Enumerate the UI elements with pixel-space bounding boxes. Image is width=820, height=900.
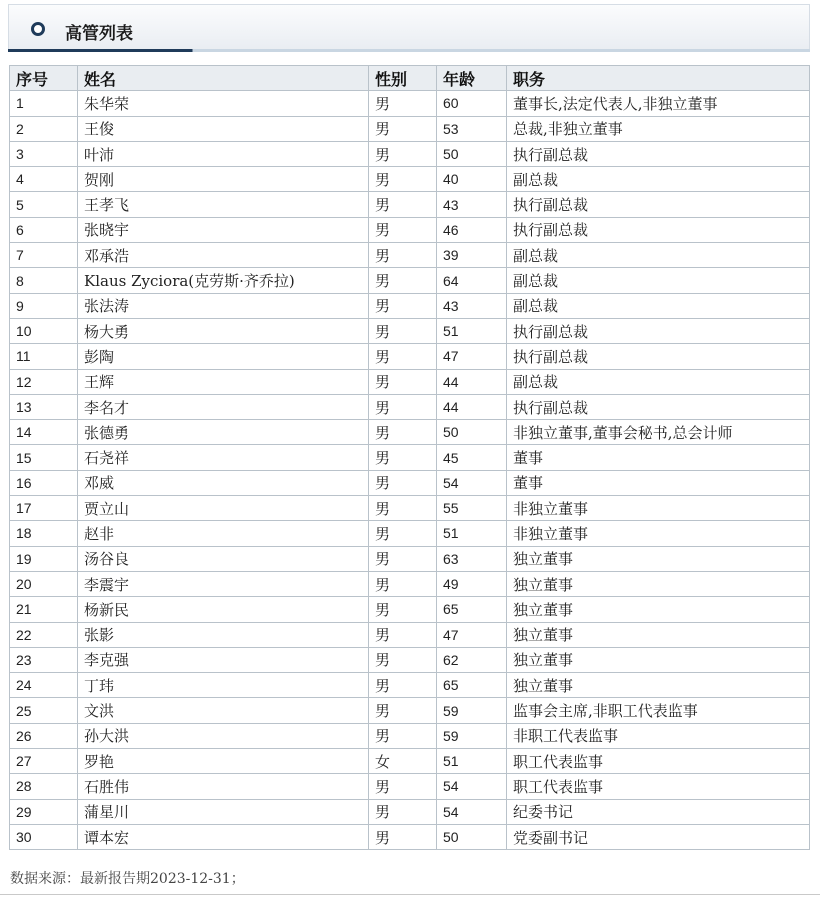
cell-name: 张影	[78, 622, 369, 647]
table-row	[10, 546, 810, 571]
cell-gender: 男	[369, 91, 437, 116]
panel-title: 高管列表	[65, 24, 133, 44]
cell-position: 执行副总裁	[507, 344, 810, 369]
cell-age: 44	[437, 394, 507, 419]
table-row	[10, 167, 810, 192]
table-row	[10, 344, 810, 369]
cell-position: 执行副总裁	[507, 192, 810, 217]
cell-position: 副总裁	[507, 268, 810, 293]
cell-age: 45	[437, 445, 507, 470]
cell-index: 19	[10, 546, 78, 571]
footer-divider	[0, 894, 820, 895]
cell-name: 贺刚	[78, 167, 369, 192]
cell-name: 杨大勇	[78, 318, 369, 343]
cell-age: 46	[437, 217, 507, 242]
cell-index: 25	[10, 698, 78, 723]
cell-gender: 男	[369, 243, 437, 268]
cell-position: 非职工代表监事	[507, 723, 810, 748]
cell-position: 执行副总裁	[507, 217, 810, 242]
table-row	[10, 470, 810, 495]
cell-age: 51	[437, 749, 507, 774]
cell-gender: 男	[369, 673, 437, 698]
cell-age: 49	[437, 571, 507, 596]
cell-position: 执行副总裁	[507, 141, 810, 166]
table-row	[10, 394, 810, 419]
cell-name: 汤谷良	[78, 546, 369, 571]
cell-index: 11	[10, 344, 78, 369]
cell-position: 执行副总裁	[507, 318, 810, 343]
cell-age: 54	[437, 470, 507, 495]
table-row	[10, 571, 810, 596]
cell-gender: 男	[369, 318, 437, 343]
cell-age: 47	[437, 344, 507, 369]
cell-index: 15	[10, 445, 78, 470]
cell-gender: 男	[369, 470, 437, 495]
cell-position: 监事会主席,非职工代表监事	[507, 698, 810, 723]
cell-index: 23	[10, 647, 78, 672]
table-row	[10, 774, 810, 799]
table-row	[10, 116, 810, 141]
cell-age: 63	[437, 546, 507, 571]
cell-age: 43	[437, 293, 507, 318]
cell-position: 职工代表监事	[507, 749, 810, 774]
table-row	[10, 647, 810, 672]
cell-name: 王辉	[78, 369, 369, 394]
cell-position: 总裁,非独立董事	[507, 116, 810, 141]
cell-position: 职工代表监事	[507, 774, 810, 799]
cell-age: 50	[437, 141, 507, 166]
cell-gender: 男	[369, 799, 437, 824]
table-row	[10, 243, 810, 268]
cell-gender: 男	[369, 268, 437, 293]
cell-index: 21	[10, 597, 78, 622]
cell-age: 44	[437, 369, 507, 394]
cell-position: 董事	[507, 470, 810, 495]
cell-index: 9	[10, 293, 78, 318]
cell-index: 20	[10, 571, 78, 596]
data-source-note: 数据来源：最新报告期2023-12-31；	[10, 871, 245, 887]
cell-age: 50	[437, 824, 507, 849]
cell-index: 28	[10, 774, 78, 799]
cell-gender: 男	[369, 698, 437, 723]
cell-position: 党委副书记	[507, 824, 810, 849]
cell-name: 谭本宏	[78, 824, 369, 849]
table-row	[10, 91, 810, 116]
cell-gender: 男	[369, 546, 437, 571]
cell-index: 30	[10, 824, 78, 849]
table-row	[10, 622, 810, 647]
cell-index: 10	[10, 318, 78, 343]
cell-position: 董事长,法定代表人,非独立董事	[507, 91, 810, 116]
cell-age: 47	[437, 622, 507, 647]
table-row	[10, 217, 810, 242]
cell-gender: 男	[369, 217, 437, 242]
cell-name: 丁玮	[78, 673, 369, 698]
header-position: 职务	[507, 66, 810, 91]
cell-gender: 男	[369, 344, 437, 369]
cell-index: 5	[10, 192, 78, 217]
cell-name: 彭陶	[78, 344, 369, 369]
cell-index: 2	[10, 116, 78, 141]
cell-gender: 男	[369, 597, 437, 622]
table-row	[10, 824, 810, 849]
cell-age: 62	[437, 647, 507, 672]
cell-position: 独立董事	[507, 571, 810, 596]
table-row	[10, 268, 810, 293]
cell-age: 60	[437, 91, 507, 116]
cell-gender: 女	[369, 749, 437, 774]
cell-position: 非独立董事	[507, 521, 810, 546]
cell-name: 李克强	[78, 647, 369, 672]
cell-position: 非独立董事,董事会秘书,总会计师	[507, 420, 810, 445]
cell-gender: 男	[369, 394, 437, 419]
cell-position: 非独立董事	[507, 496, 810, 521]
table-row	[10, 723, 810, 748]
cell-index: 24	[10, 673, 78, 698]
cell-name: 罗艳	[78, 749, 369, 774]
table-row	[10, 673, 810, 698]
table-row	[10, 318, 810, 343]
header-name: 姓名	[78, 66, 369, 91]
cell-gender: 男	[369, 496, 437, 521]
table-row	[10, 521, 810, 546]
cell-age: 64	[437, 268, 507, 293]
cell-gender: 男	[369, 141, 437, 166]
cell-name: 蒲星川	[78, 799, 369, 824]
cell-age: 59	[437, 698, 507, 723]
cell-age: 53	[437, 116, 507, 141]
cell-name: 张德勇	[78, 420, 369, 445]
cell-index: 13	[10, 394, 78, 419]
cell-gender: 男	[369, 192, 437, 217]
cell-age: 43	[437, 192, 507, 217]
cell-age: 59	[437, 723, 507, 748]
table-row	[10, 420, 810, 445]
header-gender: 性别	[369, 66, 437, 91]
cell-name: 王孝飞	[78, 192, 369, 217]
cell-gender: 男	[369, 647, 437, 672]
table-row	[10, 369, 810, 394]
panel-header	[8, 4, 810, 50]
cell-position: 副总裁	[507, 293, 810, 318]
cell-name: 文洪	[78, 698, 369, 723]
cell-index: 22	[10, 622, 78, 647]
cell-index: 3	[10, 141, 78, 166]
cell-position: 副总裁	[507, 243, 810, 268]
cell-name: 李震宇	[78, 571, 369, 596]
header-underline	[8, 49, 810, 52]
cell-index: 29	[10, 799, 78, 824]
table-row	[10, 799, 810, 824]
cell-index: 27	[10, 749, 78, 774]
table-header-row	[10, 66, 810, 91]
cell-index: 17	[10, 496, 78, 521]
table-row	[10, 445, 810, 470]
cell-age: 55	[437, 496, 507, 521]
cell-index: 26	[10, 723, 78, 748]
cell-name: 叶沛	[78, 141, 369, 166]
cell-gender: 男	[369, 723, 437, 748]
header-age: 年龄	[437, 66, 507, 91]
cell-gender: 男	[369, 116, 437, 141]
cell-gender: 男	[369, 445, 437, 470]
circle-bullet-icon	[31, 22, 45, 36]
header-index: 序号	[10, 66, 78, 91]
table-row	[10, 749, 810, 774]
cell-name: 张法涛	[78, 293, 369, 318]
cell-age: 40	[437, 167, 507, 192]
cell-index: 4	[10, 167, 78, 192]
cell-name: 贾立山	[78, 496, 369, 521]
cell-name: 张晓宇	[78, 217, 369, 242]
executives-table	[9, 65, 810, 850]
cell-position: 副总裁	[507, 167, 810, 192]
cell-position: 副总裁	[507, 369, 810, 394]
table-row	[10, 698, 810, 723]
cell-name: 石尧祥	[78, 445, 369, 470]
cell-index: 8	[10, 268, 78, 293]
cell-gender: 男	[369, 167, 437, 192]
cell-name: 邓承浩	[78, 243, 369, 268]
cell-name: 王俊	[78, 116, 369, 141]
cell-age: 51	[437, 521, 507, 546]
cell-age: 54	[437, 774, 507, 799]
cell-index: 16	[10, 470, 78, 495]
cell-gender: 男	[369, 824, 437, 849]
table-row	[10, 597, 810, 622]
cell-gender: 男	[369, 369, 437, 394]
cell-index: 18	[10, 521, 78, 546]
cell-age: 51	[437, 318, 507, 343]
cell-position: 董事	[507, 445, 810, 470]
cell-name: 赵非	[78, 521, 369, 546]
cell-gender: 男	[369, 622, 437, 647]
cell-age: 65	[437, 673, 507, 698]
cell-name: 石胜伟	[78, 774, 369, 799]
table-row	[10, 192, 810, 217]
cell-position: 独立董事	[507, 622, 810, 647]
cell-age: 65	[437, 597, 507, 622]
cell-name: 杨新民	[78, 597, 369, 622]
cell-index: 14	[10, 420, 78, 445]
cell-name: 朱华荣	[78, 91, 369, 116]
cell-age: 50	[437, 420, 507, 445]
table-body	[10, 91, 810, 850]
cell-name: 邓威	[78, 470, 369, 495]
table-row	[10, 496, 810, 521]
cell-age: 39	[437, 243, 507, 268]
cell-position: 独立董事	[507, 546, 810, 571]
cell-position: 独立董事	[507, 647, 810, 672]
cell-gender: 男	[369, 521, 437, 546]
table-row	[10, 141, 810, 166]
cell-index: 7	[10, 243, 78, 268]
cell-gender: 男	[369, 293, 437, 318]
cell-gender: 男	[369, 420, 437, 445]
cell-position: 独立董事	[507, 673, 810, 698]
cell-index: 12	[10, 369, 78, 394]
cell-name: Klaus Zyciora(克劳斯·齐乔拉)	[78, 268, 369, 293]
cell-position: 纪委书记	[507, 799, 810, 824]
cell-gender: 男	[369, 774, 437, 799]
cell-name: 李名才	[78, 394, 369, 419]
cell-position: 执行副总裁	[507, 394, 810, 419]
cell-gender: 男	[369, 571, 437, 596]
table-row	[10, 293, 810, 318]
cell-position: 独立董事	[507, 597, 810, 622]
cell-index: 6	[10, 217, 78, 242]
cell-name: 孙大洪	[78, 723, 369, 748]
cell-index: 1	[10, 91, 78, 116]
cell-age: 54	[437, 799, 507, 824]
